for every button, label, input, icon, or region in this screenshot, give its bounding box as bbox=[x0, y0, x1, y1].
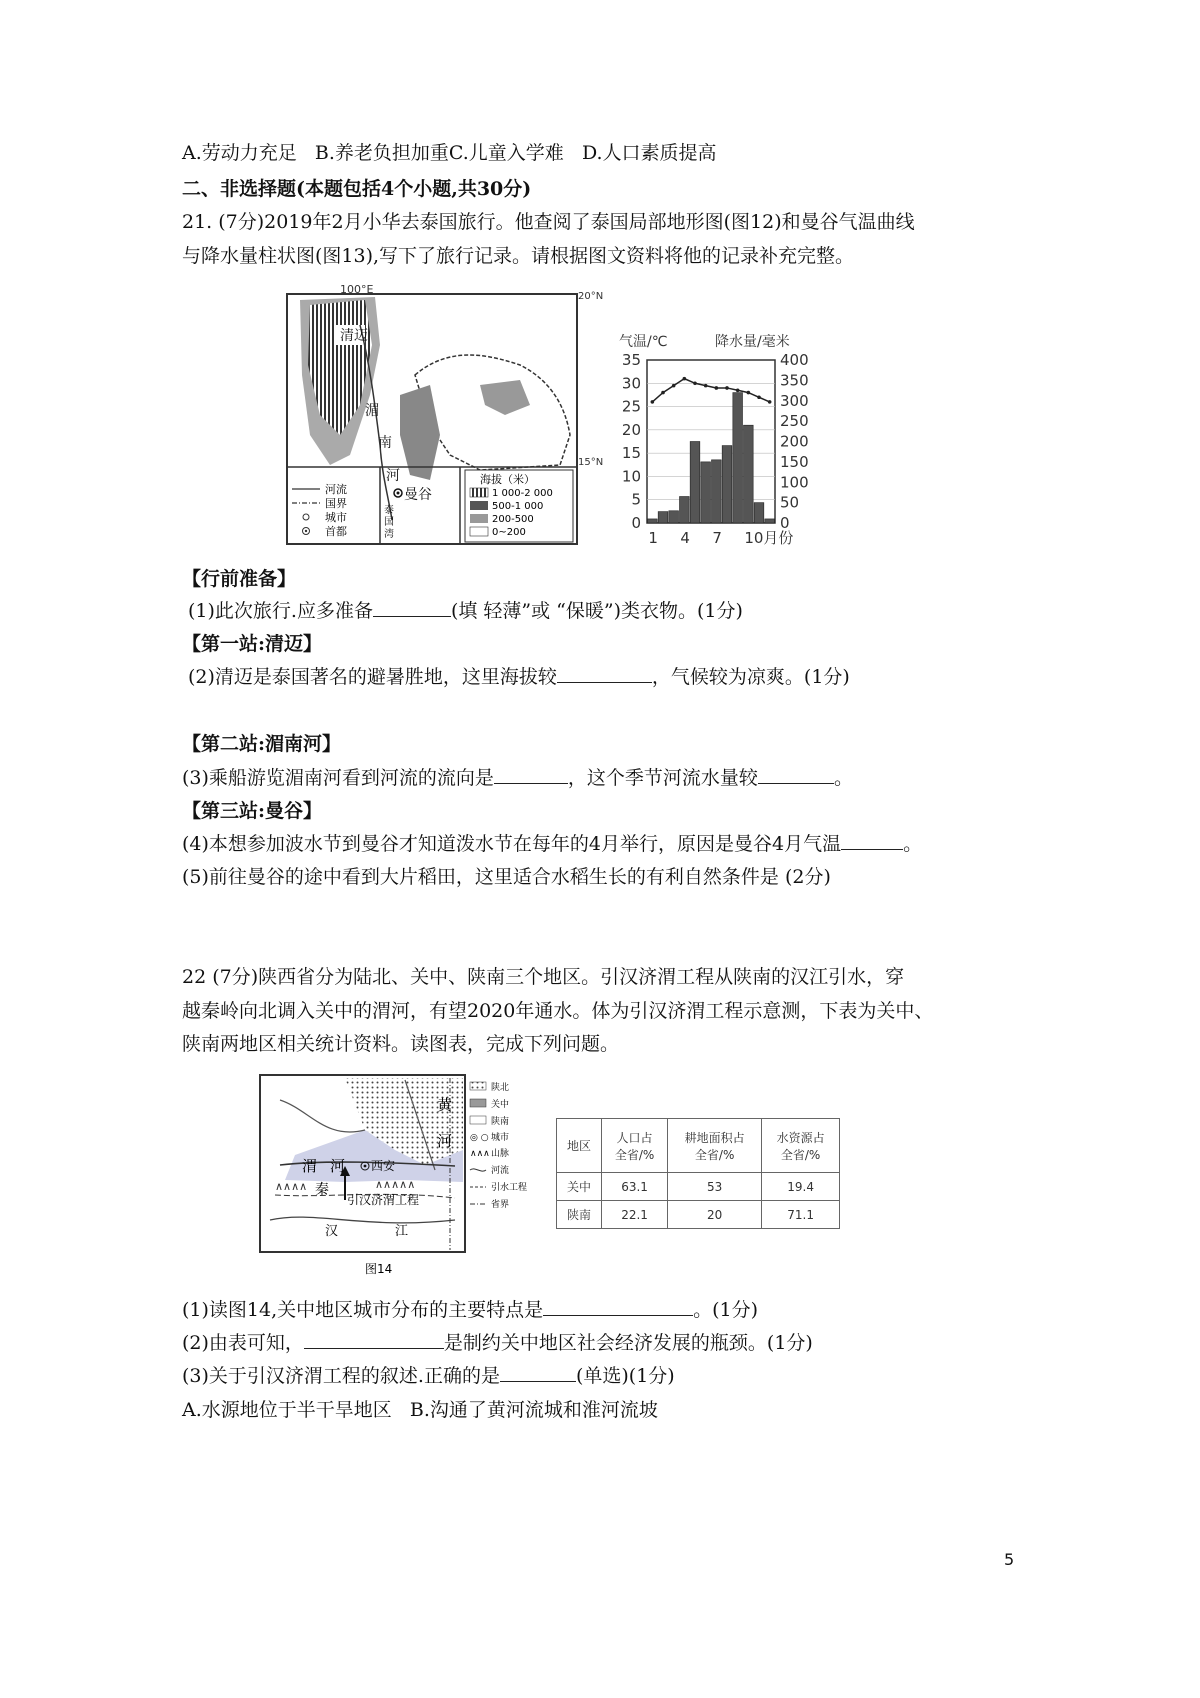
temp-point bbox=[672, 384, 676, 388]
stop3-heading: 【第三站:曼谷】 bbox=[182, 800, 323, 822]
q21-p2-text-a: (2)清迈是泰国著名的避暑胜地，这里海拔较 bbox=[188, 666, 557, 688]
answer-blank-8[interactable] bbox=[500, 1363, 576, 1382]
table-cell: 陕南 bbox=[557, 1201, 602, 1229]
table-cell: 19.4 bbox=[762, 1173, 840, 1201]
fig14-caption: 图14 bbox=[365, 1262, 393, 1276]
section-title: 二、非选择题(本题包括4个小题,共30分) bbox=[182, 178, 532, 200]
month-tick-label: 10月份 bbox=[744, 529, 794, 547]
thailand-map bbox=[280, 283, 604, 550]
legend-city: 城市 bbox=[325, 511, 347, 524]
q22-options bbox=[182, 1397, 658, 1423]
table-row bbox=[557, 1201, 840, 1229]
q21-p4-text-a: (4)本想参加波水节到曼谷才知道泼水节在每年的4月举行，原因是曼谷4月气温 bbox=[182, 833, 842, 855]
lon-label: 100°E bbox=[340, 283, 374, 296]
q22-p3 bbox=[182, 1363, 675, 1389]
wei-char-1: 渭 bbox=[302, 1157, 318, 1175]
table-row bbox=[557, 1173, 840, 1201]
precip-bar bbox=[754, 503, 764, 523]
answer-blank-7[interactable] bbox=[304, 1330, 444, 1349]
q22-p2 bbox=[182, 1330, 813, 1356]
q22-p1-text-b: 。(1分) bbox=[693, 1299, 759, 1321]
legend-city: 城市 bbox=[491, 1133, 510, 1143]
answer-blank-4[interactable] bbox=[758, 765, 834, 784]
shaanxi-map bbox=[255, 1070, 550, 1285]
q21-p1-text-a: (1)此次旅行.应多准备 bbox=[188, 600, 373, 622]
elev-200-500: 200-500 bbox=[492, 514, 534, 525]
stop2-heading: 【第二站:湄南河】 bbox=[182, 733, 342, 755]
q21-p4-text-b: 。 bbox=[903, 833, 923, 855]
svg-text:◎ ○: ◎ ○ bbox=[470, 1133, 489, 1143]
q22-p3-text-a: (3)关于引汉济渭工程的叙述.正确的是 bbox=[182, 1365, 500, 1387]
q21-p1 bbox=[188, 598, 743, 624]
precip-bar bbox=[722, 446, 732, 523]
legend-river: 河流 bbox=[491, 1166, 510, 1176]
q22-option-a: A.水源地位于半干旱地区 bbox=[182, 1399, 392, 1421]
table-cell: 63.1 bbox=[602, 1173, 668, 1201]
temp-point bbox=[747, 391, 751, 395]
svg-text:∧∧∧∧∧: ∧∧∧∧∧ bbox=[375, 1178, 416, 1191]
wei-char-2: 河 bbox=[330, 1157, 346, 1175]
q20-options bbox=[182, 140, 717, 166]
temp-tick-label: 0 bbox=[631, 514, 641, 532]
answer-blank-2[interactable] bbox=[557, 664, 652, 683]
temp-point bbox=[768, 400, 772, 404]
elev-0-200: 0~200 bbox=[492, 527, 526, 538]
precip-tick-label: 300 bbox=[780, 391, 809, 410]
legend-mountain: 山脉 bbox=[491, 1149, 510, 1159]
bangkok-climate-chart bbox=[615, 330, 845, 550]
temp-point bbox=[757, 395, 761, 399]
table-cell: 22.1 bbox=[602, 1201, 668, 1229]
precip-bar bbox=[648, 519, 658, 523]
precip-unit-label: 降水量/毫米 bbox=[715, 334, 790, 350]
q22-p3-text-b: (单选)(1分) bbox=[575, 1365, 675, 1387]
answer-blank-6[interactable] bbox=[543, 1297, 693, 1316]
temp-point bbox=[715, 386, 719, 390]
han-char-2: 江 bbox=[395, 1224, 409, 1239]
prep-heading: 【行前准备】 bbox=[182, 568, 297, 590]
table-cell: 53 bbox=[668, 1173, 762, 1201]
legend-capital: 首都 bbox=[325, 525, 347, 538]
precip-bar bbox=[658, 512, 668, 523]
q21-p3 bbox=[182, 765, 853, 791]
temp-point bbox=[683, 377, 687, 381]
qin-label: 秦 bbox=[315, 1182, 329, 1198]
table-cell: 关中 bbox=[557, 1173, 602, 1201]
page-number: 5 bbox=[1004, 1550, 1015, 1569]
q21-p4 bbox=[182, 831, 922, 857]
svg-text:∧∧∧∧: ∧∧∧∧ bbox=[275, 1180, 308, 1193]
q21-p3-text-c: 。 bbox=[833, 767, 853, 789]
q22-stem-line1: 22 (7分)陕西省分为陆北、关中、陕南三个地区。引汉济渭工程从陕南的汉江引水，穿 bbox=[182, 966, 905, 988]
temp-tick-label: 35 bbox=[621, 351, 641, 369]
chart-frame bbox=[647, 360, 775, 523]
q21-p1-text-b: (填 轻薄”或 “保暖”)类衣物。(1分) bbox=[450, 600, 743, 622]
temp-tick-label: 25 bbox=[621, 397, 641, 416]
chiangmai-label: 清迈 bbox=[340, 328, 368, 344]
gulf-char-3: 湾 bbox=[384, 529, 394, 540]
legend-river: 河流 bbox=[325, 483, 347, 496]
answer-blank-3[interactable] bbox=[494, 765, 568, 784]
temp-point bbox=[736, 388, 740, 392]
temp-point bbox=[725, 386, 729, 390]
q21-p5: (5)前往曼谷的途中看到大片稻田，这里适合水稻生长的有利自然条件是 (2分) bbox=[182, 866, 831, 888]
legend-border: 国界 bbox=[325, 497, 347, 510]
legend-guanzhong: 关中 bbox=[491, 1100, 510, 1110]
temp-tick-label: 20 bbox=[621, 420, 641, 439]
temp-point bbox=[704, 384, 708, 388]
river-char-2: 南 bbox=[378, 435, 392, 451]
q20-option-d: D.人口素质提高 bbox=[581, 142, 717, 164]
temp-unit-label: 气温/℃ bbox=[619, 334, 668, 350]
q22-p2-text-b: 是制约关中地区社会经济发展的瓶颈。(1分) bbox=[443, 1332, 813, 1354]
temp-tick-label: 30 bbox=[621, 374, 641, 393]
huang-char-2: 河 bbox=[437, 1132, 453, 1150]
month-tick-label: 7 bbox=[712, 529, 722, 547]
temp-point bbox=[651, 400, 655, 404]
elev-500-1000: 500-1 000 bbox=[492, 501, 544, 512]
river-char-1: 湄 bbox=[365, 403, 379, 419]
stats-table bbox=[556, 1118, 840, 1229]
precip-tick-label: 400 bbox=[780, 351, 809, 369]
xian-label: 西安 bbox=[371, 1159, 396, 1173]
precip-tick-label: 0 bbox=[780, 514, 790, 532]
q20-option-b: B.养老负担加重 bbox=[314, 142, 449, 164]
table-cell: 71.1 bbox=[762, 1201, 840, 1229]
legend-province-border: 省界 bbox=[491, 1200, 510, 1210]
huang-char-1: 黄 bbox=[437, 1096, 453, 1114]
lat-bottom-label: 15°N bbox=[578, 457, 604, 468]
q22-p1-text-a: (1)读图14,关中地区城市分布的主要特点是 bbox=[182, 1299, 544, 1321]
elev-legend-title: 海拔（米） bbox=[480, 473, 535, 486]
precip-tick-label: 200 bbox=[780, 432, 809, 451]
svg-text:∧∧∧: ∧∧∧ bbox=[470, 1149, 490, 1159]
table-cell: 20 bbox=[668, 1201, 762, 1229]
q22-stem-line3: 陕南两地区相关统计资料。读图表，完成下列问题。 bbox=[182, 1033, 620, 1055]
q22-p1 bbox=[182, 1297, 758, 1323]
precip-tick-label: 50 bbox=[780, 493, 800, 512]
precip-bar bbox=[765, 519, 775, 523]
q22-option-b: B.沟通了黄河流城和淮河流坡 bbox=[409, 1399, 658, 1421]
stop1-heading: 【第一站:清迈】 bbox=[182, 633, 323, 655]
month-tick-label: 1 bbox=[648, 529, 658, 547]
han-char-1: 汉 bbox=[325, 1224, 339, 1239]
header-region: 地区 bbox=[557, 1119, 602, 1173]
answer-blank-1[interactable] bbox=[373, 598, 451, 617]
lat-top-label: 20°N bbox=[578, 291, 604, 302]
temp-point bbox=[661, 391, 665, 395]
q22-stem-line2: 越秦岭向北调入关中的渭河，有望2020年通水。体为引汉济渭工程示意测，下表为关中、 bbox=[182, 1000, 934, 1022]
precip-tick-label: 350 bbox=[780, 371, 809, 390]
gulf-char-2: 国 bbox=[384, 517, 394, 528]
precip-tick-label: 150 bbox=[780, 452, 809, 471]
precip-bar bbox=[690, 442, 700, 524]
header-water: 水资源占 全省/% bbox=[762, 1119, 840, 1173]
precip-bar bbox=[733, 393, 743, 523]
precip-tick-label: 250 bbox=[780, 412, 809, 431]
precip-bar bbox=[701, 462, 711, 523]
answer-blank-5[interactable] bbox=[841, 831, 903, 850]
q21-p3-text-a: (3)乘船游览湄南河看到河流的流向是 bbox=[182, 767, 494, 789]
bangkok-dot bbox=[397, 492, 400, 495]
q20-option-a: A.劳动力充足 bbox=[182, 142, 297, 164]
gulf-char-1: 泰 bbox=[384, 505, 394, 516]
precip-bar bbox=[744, 425, 754, 523]
month-tick-label: 4 bbox=[680, 529, 690, 547]
precip-tick-label: 100 bbox=[780, 473, 809, 492]
q20-option-c: C.儿童入学难 bbox=[448, 142, 564, 164]
legend-project: 引水工程 bbox=[491, 1183, 528, 1193]
q21-stem-line2: 与降水量柱状图(图13),写下了旅行记录。请根据图文资料将他的记录补充完整。 bbox=[182, 245, 855, 267]
project-label: 引汉济渭工程 bbox=[347, 1193, 420, 1207]
precip-bar bbox=[712, 460, 722, 523]
temp-tick-label: 10 bbox=[621, 467, 641, 486]
precip-bar bbox=[669, 511, 679, 523]
q21-stem-line1: 21. (7分)2019年2月小华去泰国旅行。他查阅了泰国局部地形图(图12)和曼谷气温曲线 bbox=[182, 211, 915, 233]
temp-tick-label: 15 bbox=[621, 444, 641, 463]
header-population: 人口占 全省/% bbox=[602, 1119, 668, 1173]
river-char-3: 河 bbox=[386, 468, 400, 484]
q22-p2-text-a: (2)由表可知， bbox=[182, 1332, 304, 1354]
q21-p2-text-b: ，气候较为凉爽。(1分) bbox=[651, 666, 850, 688]
elev-1000-2000: 1 000-2 000 bbox=[492, 488, 553, 499]
q21-p2 bbox=[188, 664, 850, 690]
temp-tick-label: 5 bbox=[631, 490, 641, 509]
header-farmland: 耕地面积占 全省/% bbox=[668, 1119, 762, 1173]
legend-south: 陕南 bbox=[491, 1117, 510, 1127]
precip-bar bbox=[680, 497, 690, 523]
temp-point bbox=[693, 381, 697, 385]
legend-north: 陕北 bbox=[491, 1083, 510, 1093]
q21-p3-text-b: ，这个季节河流水量较 bbox=[567, 767, 758, 789]
bangkok-label: 曼谷 bbox=[404, 487, 432, 503]
